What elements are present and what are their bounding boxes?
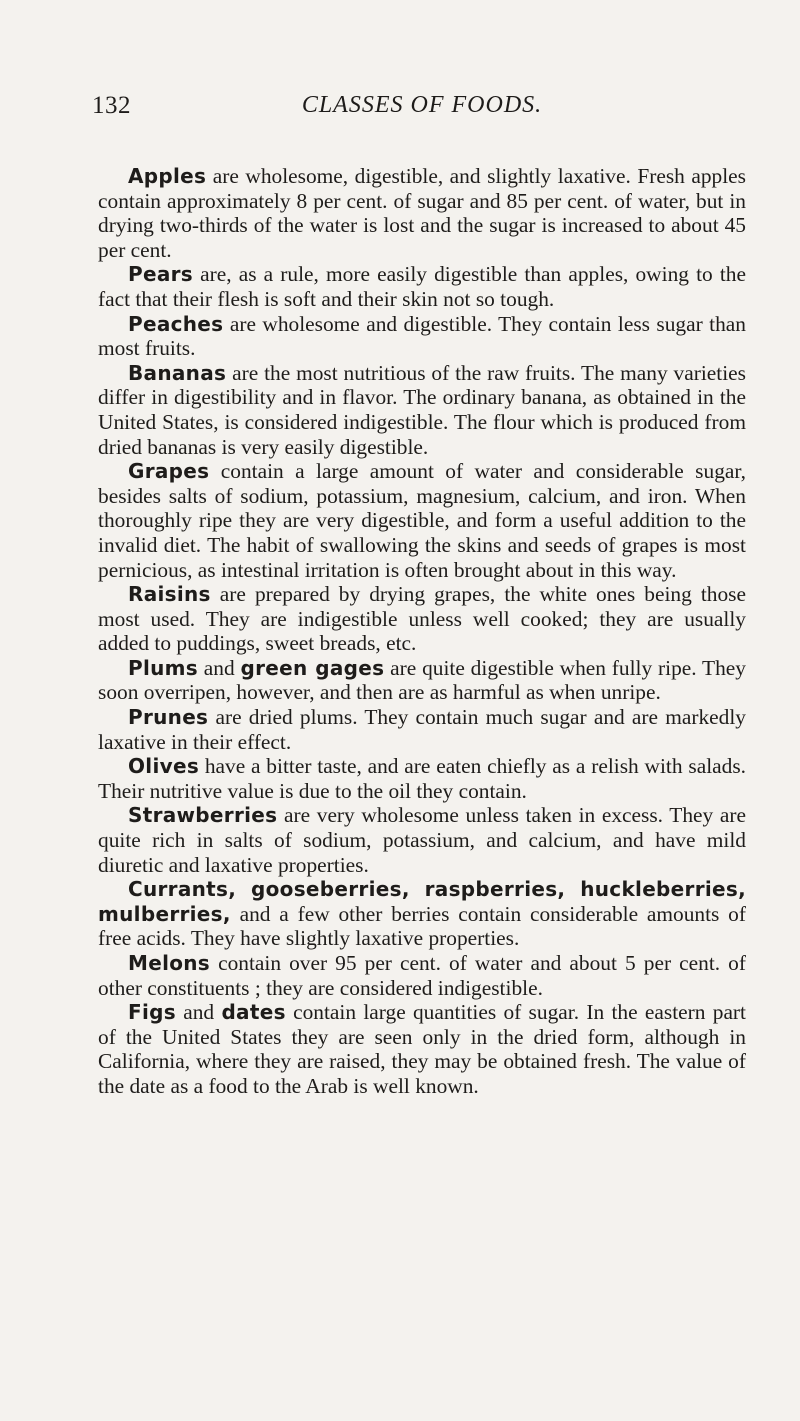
entry-text: are wholesome and digestible. They contain less sugar than most fruits. xyxy=(98,311,746,361)
entry-raisins xyxy=(98,582,746,656)
page-header xyxy=(92,92,732,132)
entry-melons xyxy=(98,951,746,1000)
entry-grapes xyxy=(98,459,746,582)
entry-peaches xyxy=(98,312,746,361)
entry-text: are very wholesome unless taken in excess. They are quite rich in salts of sodium, potassium, and calcium, and have mild diuretic and laxative properties. xyxy=(98,803,746,877)
entry-text: are prepared by drying grapes, the white ones being those most used. They are indigestible unless well cooked; they are usually added to puddings, sweet breads, etc. xyxy=(98,582,746,656)
page-number: 132 xyxy=(92,92,131,119)
entry-term: Olives xyxy=(128,754,200,779)
entry-text: contain large quantities of sugar. In the eastern part of the United States they are seen only in the dried form, although in California, where they are raised, they may be obtained fresh. The value of the date as a food to the Arab is well known. xyxy=(98,1000,746,1098)
entry-term: Raisins xyxy=(128,582,211,607)
entry-term: Bananas xyxy=(128,360,227,385)
entry-term-secondary: green gages xyxy=(240,655,385,680)
entry-term: Apples xyxy=(128,164,207,188)
entry-text: are dried plums. They contain much sugar and are markedly laxative in their effect. xyxy=(98,705,746,754)
entry-prunes xyxy=(98,705,746,754)
entry-strawberries xyxy=(98,803,746,877)
entry-joiner: and xyxy=(198,655,241,680)
entry-text: are wholesome, digestible, and slightly laxative. Fresh apples contain approximately 8 per cent. of sugar and 85 per cent. of water, but in drying two-thirds of the water is lost and the sugar is increased to about 45 per cent. xyxy=(98,164,746,262)
entry-figs-dates xyxy=(98,1000,746,1098)
entry-text: contain a large amount of water and considerable sugar, besides salts of sodium, potassium, magnesium, calcium, and iron. When thoroughly ripe they are very digestible, and form a useful addition to the invalid diet. The habit of swallowing the skins and seeds of grapes is most pernicious, as intestinal irritation is often brought about in this way. xyxy=(98,459,746,582)
entry-term: Pears xyxy=(128,262,193,287)
entry-text: have a bitter taste, and are eaten chiefly as a relish with salads. Their nutritive value is due to the oil they contain. xyxy=(98,754,746,803)
entry-text: are quite digestible when fully ripe. They soon overripen, however, and then are as harmful as when unripe. xyxy=(98,655,746,705)
entry-term: Figs xyxy=(128,1000,176,1025)
entry-text: and a few other berries contain considerable amounts of free acids. They have slightly laxative properties. xyxy=(98,901,746,951)
entry-pears xyxy=(98,262,746,311)
entry-text: are, as a rule, more easily digestible than apples, owing to the fact that their flesh is soft and their skin not so tough. xyxy=(98,262,746,311)
entry-term: Grapes xyxy=(128,459,210,484)
entry-term: Melons xyxy=(128,951,211,975)
entry-berries xyxy=(98,877,746,951)
entry-term-secondary: dates xyxy=(221,1000,286,1025)
entry-text: are the most nutritious of the raw fruits. The many varieties differ in digestibility and in flavor. The ordinary banana, as obtained in the United States, is considered indigestible. The flour which is produced from dried bananas is very easily digestible. xyxy=(98,360,746,459)
entry-olives xyxy=(98,754,746,803)
entry-term: Prunes xyxy=(128,705,209,730)
running-title: CLASSES OF FOODS. xyxy=(301,92,543,118)
body-text xyxy=(98,164,746,1099)
entry-joiner: and xyxy=(175,1000,222,1025)
entry-term: Peaches xyxy=(128,311,224,336)
entry-term: Currants, gooseberries, raspberries, huckleberries, mulberries, xyxy=(98,877,746,926)
entry-apples xyxy=(98,164,746,262)
entry-term: Plums xyxy=(128,655,198,680)
entry-term: Strawberries xyxy=(128,803,278,828)
entry-bananas xyxy=(98,361,746,459)
entry-text: contain over 95 per cent. of water and about 5 per cent. of other constituents ; they are considered indigestible. xyxy=(98,951,746,1000)
entry-plums xyxy=(98,656,746,705)
